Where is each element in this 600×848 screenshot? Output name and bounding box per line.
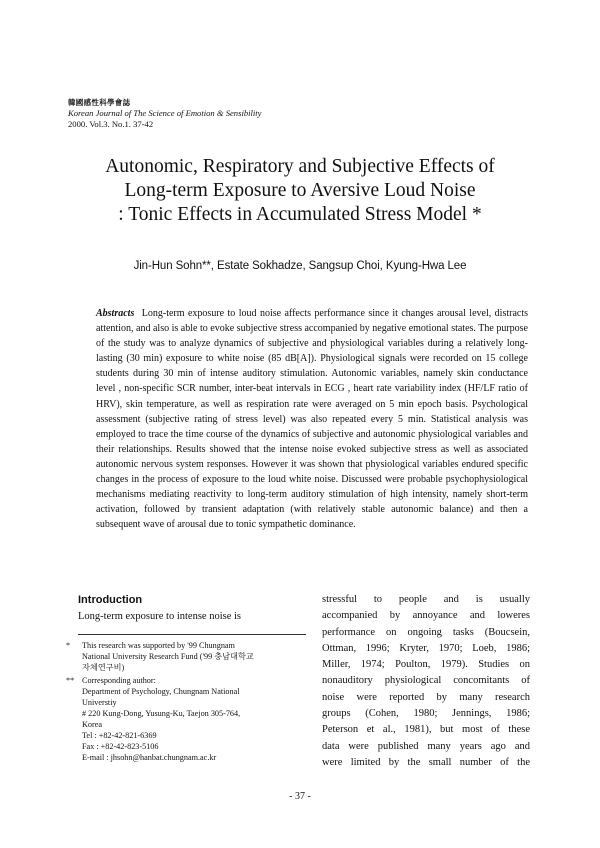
body-line: were limited by the small number of the	[322, 756, 530, 768]
body-line: Miller, 1974; Poulton, 1979). Studies on	[322, 659, 530, 671]
footnote-line: Fax : +82-42-823-5106	[82, 742, 159, 751]
footnote-line: 자체연구비)	[82, 663, 125, 672]
title-line: Long-term Exposure to Aversive Loud Noise	[124, 180, 476, 201]
body-line: stressful to people and is usually	[322, 594, 530, 605]
introduction-left-column	[78, 593, 306, 625]
body-line: noise were reported by many research	[322, 691, 530, 703]
footnote-mark: *	[66, 641, 71, 650]
body-line: accompanied by annoyance and loweres	[322, 610, 530, 622]
introduction-right-column	[322, 592, 530, 771]
footnote-line: Universtiy	[82, 698, 117, 707]
footnotes	[66, 640, 308, 763]
body-line: data were published many years ago and	[322, 740, 530, 752]
email-link[interactable]: E-mail : jhsohn@hanbat.chungnam.ac.kr	[82, 753, 217, 762]
journal-name-korean: 韓國感性科學會誌	[68, 98, 131, 107]
abstract	[96, 306, 528, 532]
footnote-corresponding-author	[66, 675, 308, 763]
footnote-line: Department of Psychology, Chungnam National	[82, 687, 240, 696]
footnote-mark: **	[66, 676, 75, 685]
footnote-line: Korea	[82, 720, 103, 729]
paper-title	[60, 155, 540, 227]
footnote-line: Tel : +82-42-821-6369	[82, 731, 157, 740]
journal-volume: 2000. Vol.3. No.1. 37-42	[68, 119, 154, 129]
introduction-text-left: Long-term exposure to intense noise is	[78, 611, 242, 622]
abstract-label: Abstracts	[96, 308, 135, 319]
journal-name-english: Korean Journal of The Science of Emotion & Sensibility	[68, 108, 262, 118]
footnote-line: This research was supported by '99 Chungnam	[82, 641, 235, 650]
introduction-heading: Introduction	[78, 594, 143, 606]
body-line: performance on ongoing tasks (Boucsein,	[322, 626, 530, 638]
page-number: - 37 -	[289, 791, 311, 802]
body-line: nonauditory physiological concomitants of	[322, 675, 530, 687]
author-list: Jin-Hun Sohn**, Estate Sokhadze, Sangsup Choi, Kyung-Hwa Lee	[133, 260, 467, 272]
title-line: Autonomic, Respiratory and Subjective Effects of	[105, 156, 495, 177]
footnote-divider	[78, 634, 306, 635]
body-line: Peterson et al., 1981), but most of these	[322, 724, 530, 736]
footnote-line: # 220 Kung-Dong, Yusung-Ku, Taejon 305-764,	[82, 709, 241, 718]
abstract-text: Long-term exposure to loud noise affects performance since it changes arousal level, distracts attention, and also is able to evoke subjective stress accompanied by negative emotional states. The purpose of the study was to analyze dynamics of subjective and physiological variables during a relatively long-lasting (30 min) exposure to white noise (85 dB[A]). Physiological signals were recorded on 15 college students during 30 min of intense auditory stimulation. Autonomic variables, namely skin conductance level , non-specific SCR number, inter-beat intervals in ECG , heart rate variability index (HF/LF ratio of HRV), skin temperature, as well as respiration rate were averaged on 5 min epoch basis. Psychological assessment (subjective rating of stress level) was also repeated every 5 min. Statistical analysis was employed to trace the time course of the dynamics of subjective and autonomic physiological variables and their relationships. Results showed that the intense noise evoked subjective stress as well as associated autonomic nervous system responses. However it was shown that physiological variables endured specific changes in the process of exposure to the loud white noise. Discussed were probable psychophysiological mechanisms mediating reactivity to long-term auditory stimulation of high intensity, namely short-term activation, followed by transient adaptation (with relatively stable autonomic balance) and then a subsequent wave of arousal due to tonic sympathetic dominance.	[96, 308, 528, 531]
footnote-line: National University Research Fund ('99 충남대학교	[82, 652, 254, 661]
title-line: : Tonic Effects in Accumulated Stress Model *	[118, 204, 482, 225]
body-line: groups (Cohen, 1980; Jennings, 1986;	[322, 708, 530, 720]
journal-header	[68, 98, 528, 130]
body-line: Ottman, 1996; Kryter, 1970; Loeb, 1986;	[322, 642, 530, 654]
footnote-line: Corresponding author:	[82, 676, 156, 685]
footnote-funding	[66, 640, 308, 673]
